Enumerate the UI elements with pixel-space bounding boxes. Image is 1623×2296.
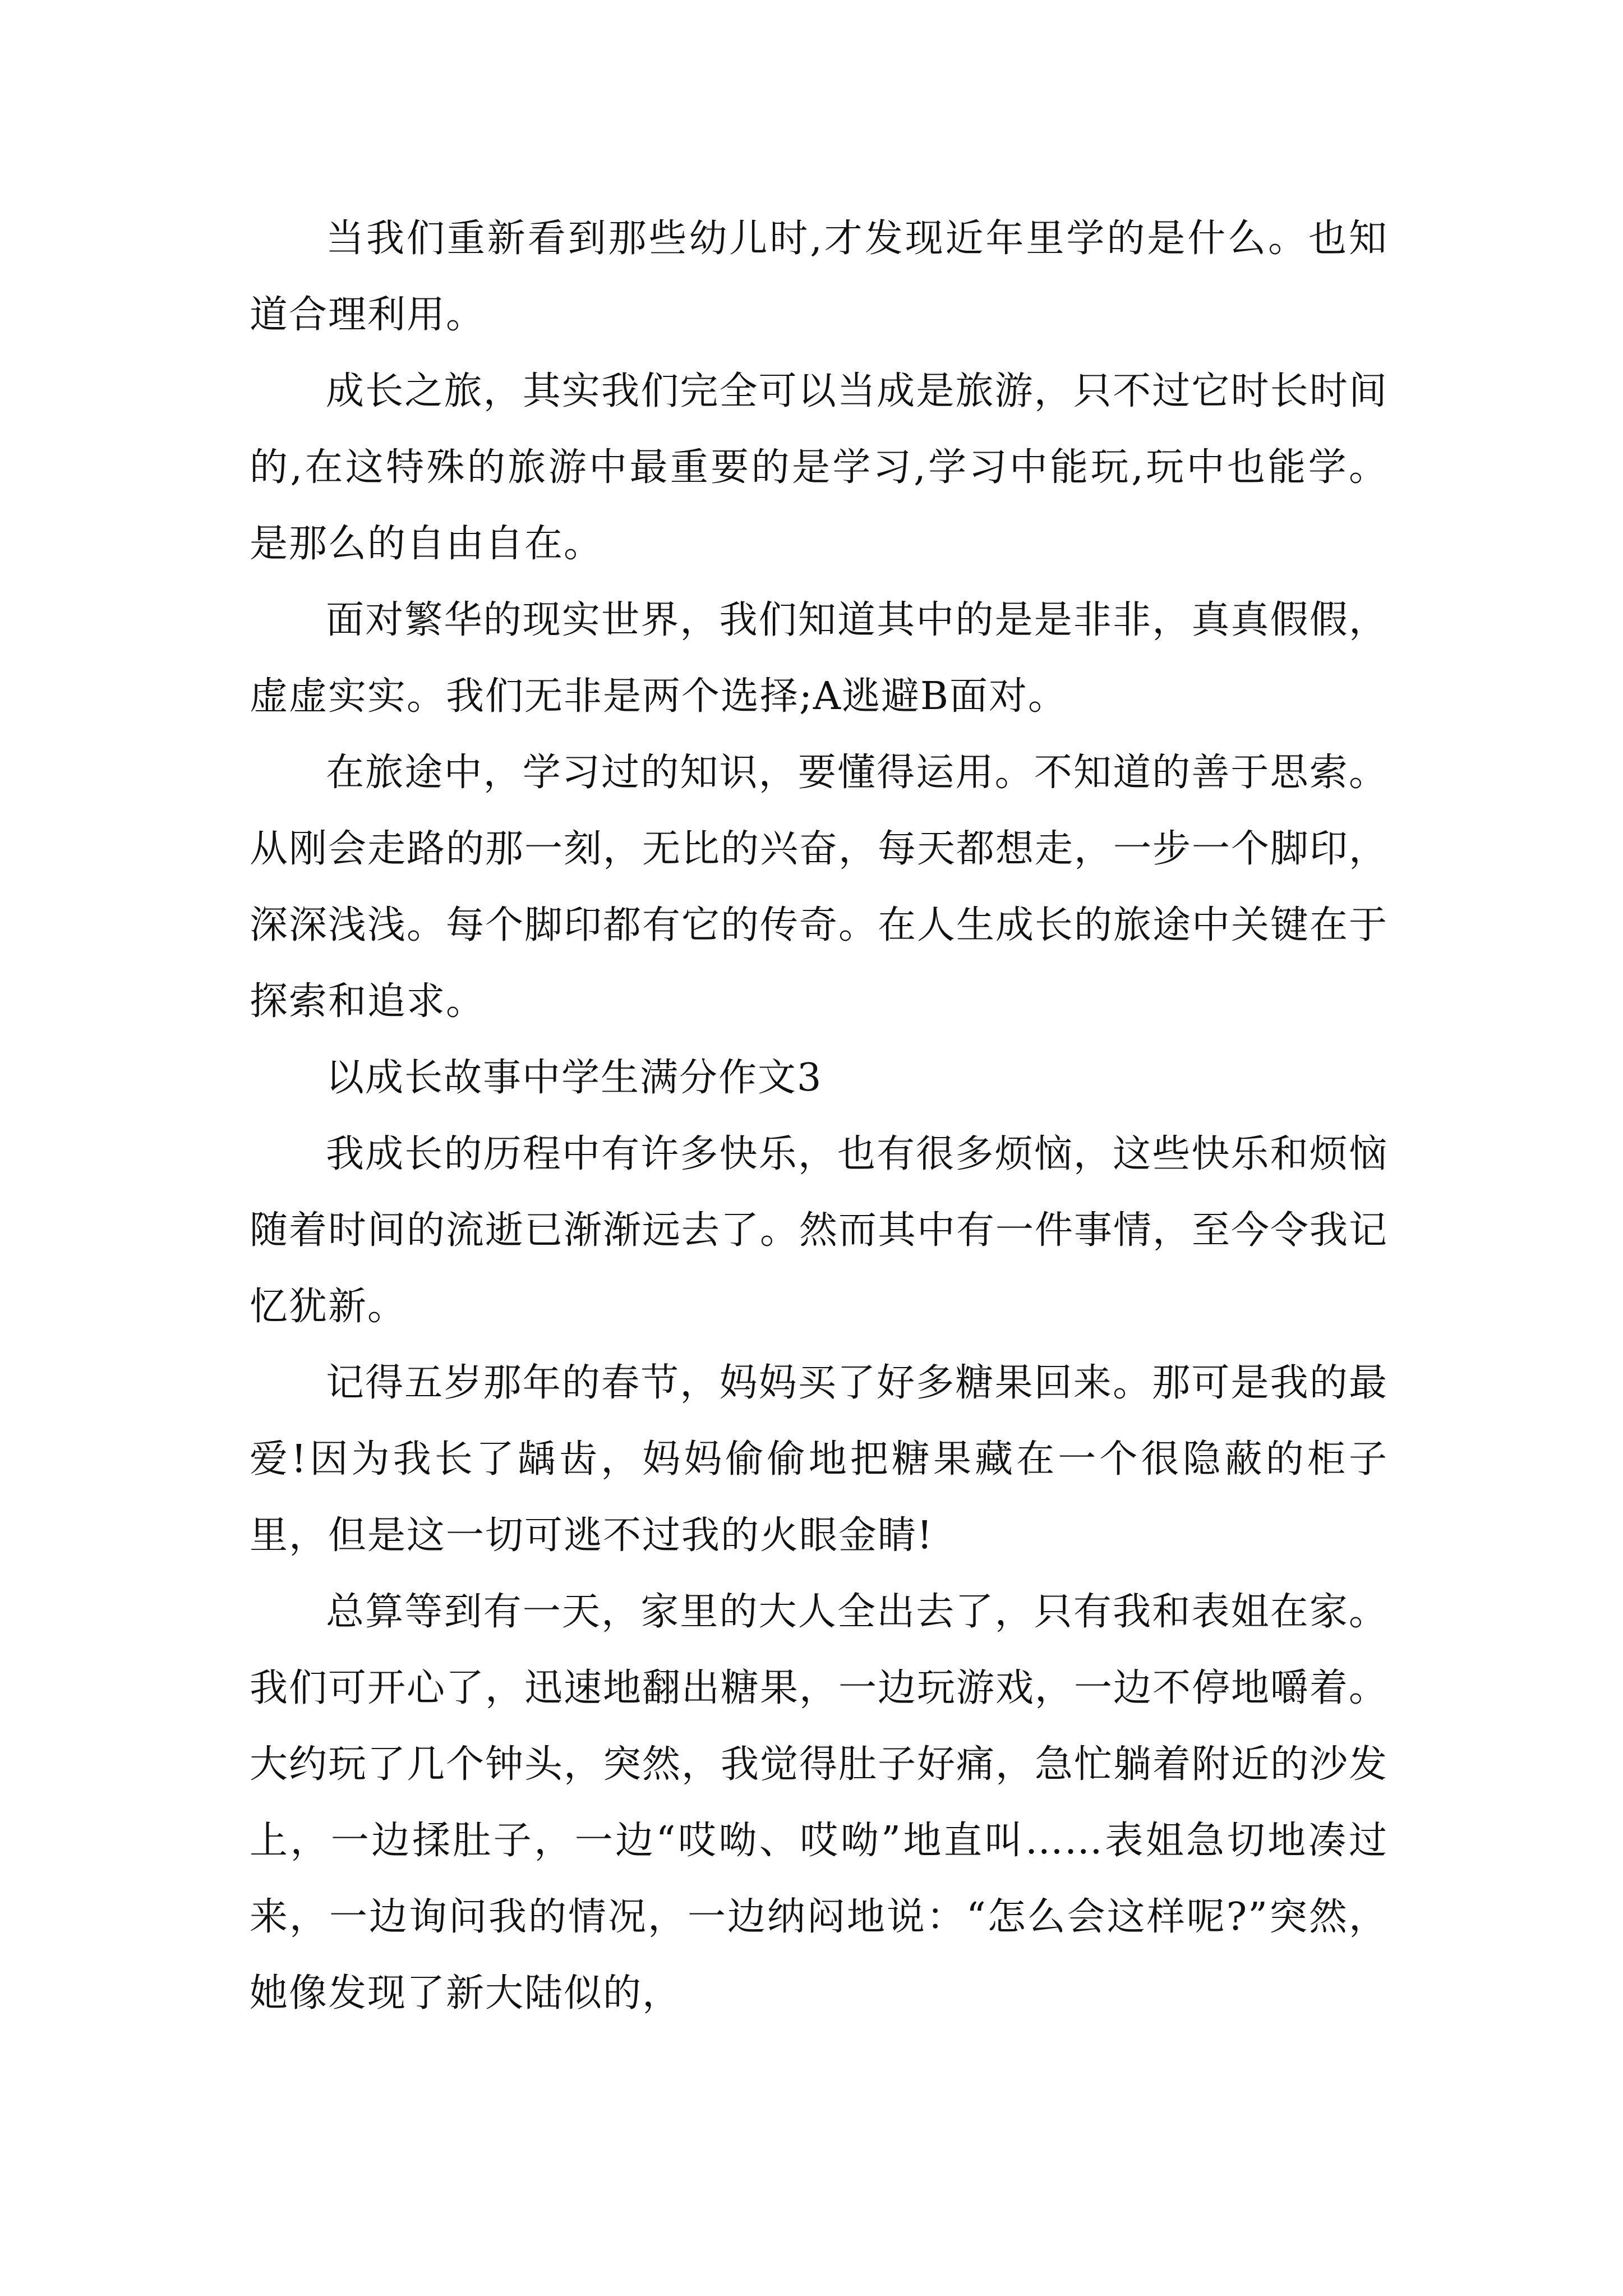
section-paragraph-1: 我成长的历程中有许多快乐，也有很多烦恼，这些快乐和烦恼随着时间的流逝已渐渐远去了。然而其中有一件事情，至今令我记忆犹新。: [250, 1132, 1389, 1329]
paragraph-1: 当我们重新看到那些幼儿时,才发现近年里学的是什么。也知道合理利用。: [250, 217, 1388, 337]
paragraph-4: 在旅途中，学习过的知识，要懂得运用。不知道的善于思索。从刚会走路的那一刻，无比的兴奋，每天都想走，一步一个脚印，深深浅浅。每个脚印都有它的传奇。在人生成长的旅途中关键在于探索和追求。: [250, 751, 1389, 1024]
section-paragraph-3: 总算等到有一天，家里的大人全出去了，只有我和表姐在家。我们可开心了，迅速地翻出糖果，一边玩游戏，一边不停地嚼着。大约玩了几个钟头，突然，我觉得肚子好痛，急忙躺着附近的沙发上，一边揉肚子，一边“哎呦、哎呦”地直叫……表姐急切地凑过来，一边询问我的情况，一边纳闷地说：“怎么会这样呢?”突然，她像发现了新大陆似的，: [250, 1590, 1389, 2016]
section-title: 以成长故事中学生满分作文3: [326, 1056, 823, 1100]
paragraph-3: 面对繁华的现实世界，我们知道其中的是是非非，真真假假，虚虚实实。我们无非是两个选择;A逃避B面对。: [250, 598, 1388, 719]
paragraph-2: 成长之旅，其实我们完全可以当成是旅游，只不过它时长时间的,在这特殊的旅游中最重要的是学习,学习中能玩,玩中也能学。是那么的自由自在。: [250, 369, 1388, 566]
section-paragraph-2: 记得五岁那年的春节，妈妈买了好多糖果回来。那可是我的最爱!因为我长了龋齿，妈妈偷偷地把糖果藏在一个很隐蔽的柜子里，但是这一切可逃不过我的火眼金睛!: [250, 1361, 1388, 1558]
document-body: [250, 201, 1388, 2032]
